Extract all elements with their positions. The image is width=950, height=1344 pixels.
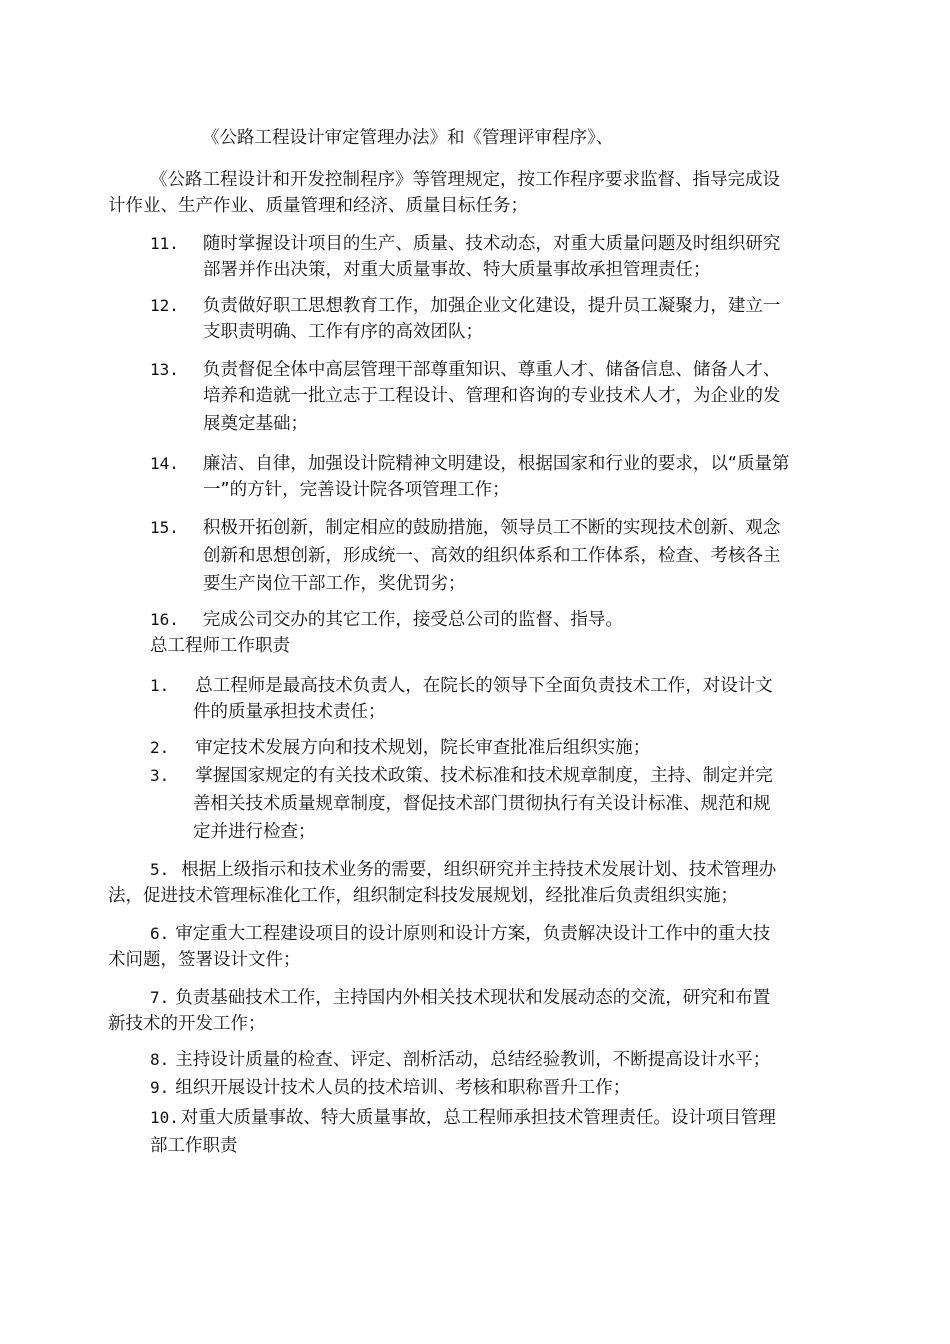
text-line: 计作业、生产作业、质量管理和经济、质量目标任务； <box>108 196 528 216</box>
text-line: 部署并作出决策，对重大质量事故、特大质量事故承担管理责任； <box>203 260 711 280</box>
list-item-6: 6. 审定重大工程建设项目的设计原则和设计方案，负责解决设计工作中的重大技 <box>150 924 771 944</box>
text-line: 要生产岗位干部工作，奖优罚劣； <box>203 574 466 594</box>
list-item-16: 16. 完成公司交办的其它工作，接受总公司的监督、指导。 <box>150 610 623 630</box>
list-item-13: 13. 负责督促全体中高层管理干部尊重知识、尊重人才、储备信息、储备人才、 <box>150 360 781 380</box>
section-heading: 总工程师工作职责 <box>150 636 290 656</box>
list-item-14: 14. 廉洁、自律，加强设计院精神文明建设，根据国家和行业的要求，以“质量第 <box>150 454 790 474</box>
text-line: 培养和造就一批立志于工程设计、管理和咨询的专业技术人才，为企业的发 <box>203 386 781 406</box>
list-item-3: 3. 掌握国家规定的有关技术政策、技术标准和技术规章制度，主持、制定并完 <box>150 766 773 786</box>
text-line: 定并进行检查； <box>193 822 316 842</box>
text-line: 善相关技术质量规章制度，督促技术部门贯彻执行有关设计标准、规范和规 <box>193 794 771 814</box>
text-line: 法，促进技术管理标准化工作，组织制定科技发展规划，经批准后负责组织实施； <box>108 886 738 906</box>
list-item-7: 7. 负责基础技术工作，主持国内外相关技术现状和发展动态的交流，研究和布置 <box>150 988 771 1008</box>
text-line: 《公路工程设计和开发控制程序》等管理规定，按工作程序要求监督、指导完成设 <box>150 170 780 190</box>
list-item-8: 8. 主持设计质量的检查、评定、剖析活动，总结经验教训，不断提高设计水平； <box>150 1050 771 1070</box>
list-item-9: 9. 组织开展设计技术人员的技术培训、考核和职称晋升工作； <box>150 1078 631 1098</box>
list-item-15: 15. 积极开拓创新，制定相应的鼓励措施，领导员工不断的实现技术创新、观念 <box>150 518 781 538</box>
list-item-5: 5. 根据上级指示和技术业务的需要，组织研究并主持技术发展计划、技术管理办 <box>150 860 777 880</box>
text-line: 展奠定基础； <box>203 414 308 434</box>
list-item-2: 2. 审定技术发展方向和技术规划，院长审查批准后组织实施； <box>150 738 651 758</box>
list-item-1: 1. 总工程师是最高技术负责人，在院长的领导下全面负责技术工作，对设计文 <box>150 676 773 696</box>
text-line: 创新和思想创新，形成统一、高效的组织体系和工作体系，检查、考核各主 <box>203 546 781 566</box>
text-line: 术问题，签署设计文件； <box>108 950 301 970</box>
text-line: 部工作职责 <box>150 1136 238 1156</box>
text-line: 支职责明确、工作有序的高效团队； <box>203 322 483 342</box>
list-item-12: 12. 负责做好职工思想教育工作，加强企业文化建设，提升员工凝聚力，建立一 <box>150 296 781 316</box>
list-item-10: 10. 对重大质量事故、特大质量事故，总工程师承担技术管理责任。设计项目管理 <box>150 1108 776 1128</box>
text-line: 《公路工程设计审定管理办法》和《管理评审程序》、 <box>202 128 614 148</box>
text-line: 新技术的开发工作； <box>108 1014 266 1034</box>
text-line: 件的质量承担技术责任； <box>193 702 386 722</box>
list-item-11: 11. 随时掌握设计项目的生产、质量、技术动态，对重大质量问题及时组织研究 <box>150 234 781 254</box>
text-line: 一”的方针，完善设计院各项管理工作； <box>203 480 510 500</box>
